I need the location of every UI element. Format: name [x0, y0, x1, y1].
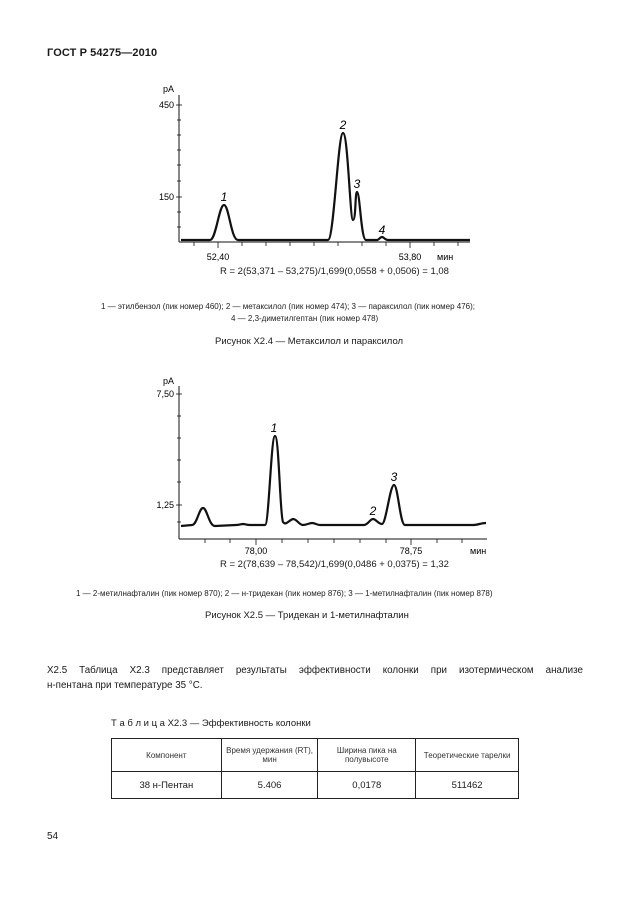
x-minor-ticks — [194, 242, 458, 248]
peak-label: 3 — [353, 177, 361, 191]
column-header: Компонент — [112, 739, 222, 772]
column-header: Теоретические тарелки — [416, 739, 519, 772]
y-unit-label: pA — [162, 84, 174, 94]
paragraph-line: н-пентана при температуре 35 °C. — [47, 680, 203, 691]
resolution-formula: R = 2(78,639 – 78,542)/1,699(0,0486 + 0,0375) = 1,32 — [220, 559, 449, 570]
x-unit-label: мин — [470, 546, 487, 556]
figure-legend: 1 — 2-метилнафталин (пик номер 870); 2 — н-тридекан (пик номер 876); 3 — 1-метилнафталин (пик номер 878) — [76, 589, 493, 598]
peak-label: 1 — [270, 421, 278, 435]
table-cell: 38 н-Пентан — [112, 772, 222, 799]
x-unit-label: мин — [437, 252, 454, 262]
chromatogram-trace — [181, 436, 486, 526]
chromatogram-trace — [181, 133, 470, 240]
x-tick-label: 78,75 — [399, 546, 423, 556]
peak-label: 4 — [378, 223, 386, 237]
table-header-row — [112, 739, 519, 772]
peak-label: 2 — [369, 504, 377, 518]
figure-caption: Рисунок X2.4 — Метаксилол и параксилол — [215, 336, 404, 347]
y-tick-label: 150 — [158, 192, 174, 202]
efficiency-table — [111, 738, 519, 799]
chromatogram-x2-4 — [0, 0, 630, 280]
table-row — [112, 772, 519, 799]
y-tick-label: 7,50 — [156, 389, 174, 399]
figure-legend: 4 — 2,3-диметилгептан (пик номер 478) — [231, 314, 379, 323]
table-cell: 511462 — [416, 772, 519, 799]
table-cell: 0,0178 — [318, 772, 416, 799]
column-header: Время удержания (RT), мин — [221, 739, 318, 772]
chromatogram-x2-5 — [0, 370, 630, 570]
resolution-formula: R = 2(53,371 – 53,275)/1,699(0,0558 + 0,0506) = 1,08 — [220, 266, 449, 277]
y-tick-label: 450 — [158, 100, 174, 110]
table-title: Т а б л и ц а X2.3 — Эффективность колонки — [111, 718, 311, 729]
doc-code: ГОСТ Р 54275—2010 — [47, 47, 158, 59]
peak-label: 3 — [390, 470, 398, 484]
table-cell: 5.406 — [221, 772, 318, 799]
page-number: 54 — [47, 831, 59, 842]
x-tick-label: 52,40 — [206, 252, 230, 262]
y-unit-label: pA — [162, 376, 174, 386]
x-minor-ticks — [205, 539, 462, 545]
x-tick-label: 78,00 — [244, 546, 268, 556]
y-tick-label: 1,25 — [156, 500, 174, 510]
figure-caption: Рисунок X2.5 — Тридекан и 1-метилнафталин — [205, 610, 409, 621]
figure-legend: 1 — этилбензол (пик номер 460); 2 — метаксилол (пик номер 474); 3 — параксилол (пик номер 476); — [101, 302, 476, 311]
paragraph-line: X2.5 Таблица X2.3 представляет результаты эффективности колонки при изотермическом анализе — [47, 665, 583, 676]
x-tick-label: 53,80 — [398, 252, 422, 262]
column-header: Ширина пика на полувысоте — [318, 739, 416, 772]
peak-label: 1 — [220, 190, 228, 204]
peak-label: 2 — [339, 118, 347, 132]
